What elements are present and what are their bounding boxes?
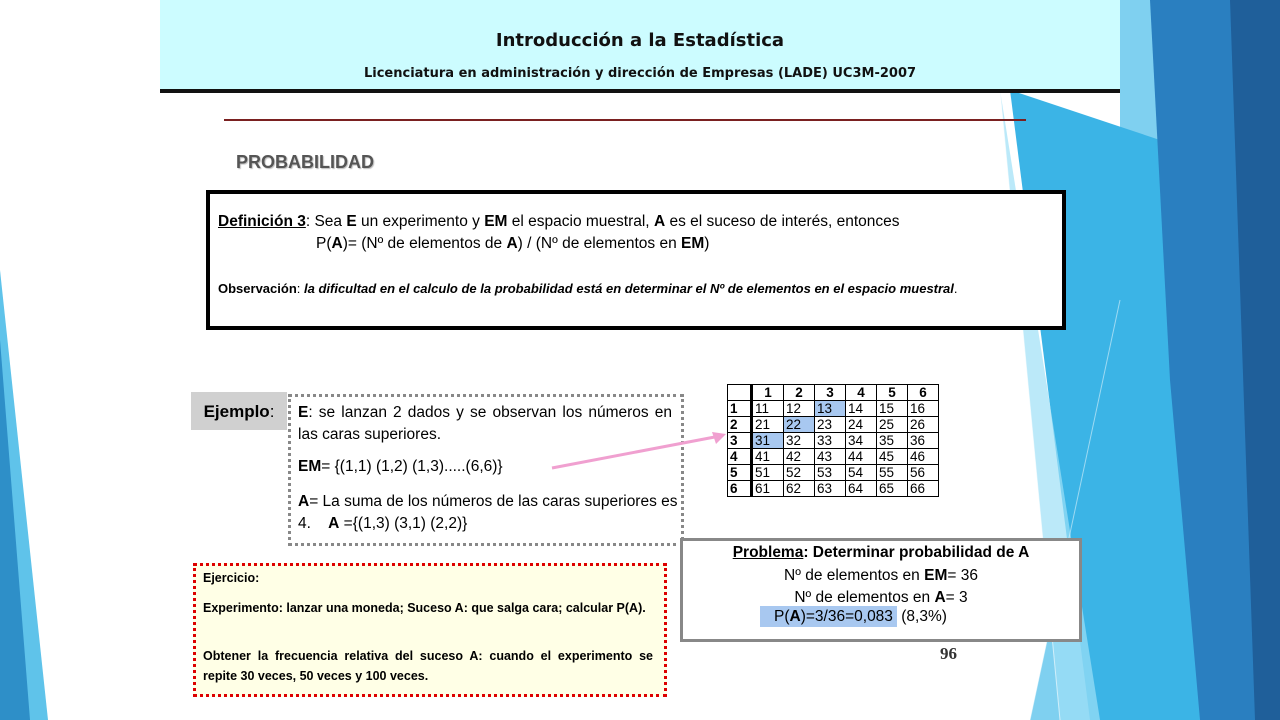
result-highlight: P(A)=3/36=0,083 (760, 606, 897, 627)
table-cell: 31 (752, 433, 784, 449)
column-header: 1 (752, 385, 784, 401)
problem-a-count: Nº de elementos en A= 3 (794, 589, 968, 606)
row-header: 1 (728, 401, 752, 417)
row-header: 4 (728, 449, 752, 465)
row-header: 3 (728, 433, 752, 449)
problem-result: P(A)=3/36=0,083 (8,3%) (760, 608, 947, 626)
table-cell: 22 (784, 417, 815, 433)
table-header-row (728, 385, 939, 401)
table-cell: 24 (846, 417, 877, 433)
table-cell: 33 (815, 433, 846, 449)
example-event: A= La suma de los números de las caras superiores es 4. A ={(1,3) (3,1) (2,2)} (298, 493, 678, 532)
table-cell: 14 (846, 401, 877, 417)
table-cell: 41 (752, 449, 784, 465)
table-cell: 34 (846, 433, 877, 449)
table-cell: 43 (815, 449, 846, 465)
pointer-arrow (540, 428, 740, 478)
table-cell: 25 (877, 417, 908, 433)
table-cell: 54 (846, 465, 877, 481)
page-number: 96 (940, 644, 957, 663)
table-cell: 16 (908, 401, 939, 417)
table-cell: 12 (784, 401, 815, 417)
table-cell: 13 (815, 401, 846, 417)
table-cell: 35 (877, 433, 908, 449)
table-cell: 26 (908, 417, 939, 433)
table-row (728, 481, 939, 497)
example-label: Ejemplo: (191, 392, 287, 430)
table-cell: 46 (908, 449, 939, 465)
table-cell: 42 (784, 449, 815, 465)
column-header: 4 (846, 385, 877, 401)
table-cell: 64 (846, 481, 877, 497)
table-cell: 51 (752, 465, 784, 481)
table-corner (728, 385, 752, 401)
example-experiment: E: se lanzan 2 dados y se observan los números en las caras superiores. (298, 404, 672, 443)
table-cell: 11 (752, 401, 784, 417)
column-header: 3 (815, 385, 846, 401)
divider-rule (224, 119, 1026, 121)
example-sample-space: EM= {(1,1) (1,2) (1,3).....(6,6)} (298, 458, 503, 475)
exercise-paragraph-1: Experimento: lanzar una moneda; Suceso A: que salga cara; calcular P(A). (203, 601, 646, 615)
column-header: 2 (784, 385, 815, 401)
exercise-paragraph-2: Obtener la frecuencia relativa del suceso A: cuando el experimento se repite 30 veces, 50 veces y 100 veces. (203, 649, 653, 683)
header-subtitle: Licenciatura en administración y dirección de Empresas (LADE) UC3M-2007 (363, 66, 917, 81)
table-row (728, 417, 939, 433)
definition-line: Definición 3: Sea E un experimento y EM el espacio muestral, A es el suceso de interés, entonces (218, 213, 900, 230)
column-header: 5 (877, 385, 908, 401)
definition-formula: P(A)= (Nº de elementos de A) / (Nº de elementos en EM) (316, 235, 710, 252)
table-cell: 53 (815, 465, 846, 481)
table-cell: 63 (815, 481, 846, 497)
row-header: 6 (728, 481, 752, 497)
table-row (728, 449, 939, 465)
definition-box (206, 190, 1066, 330)
table-cell: 56 (908, 465, 939, 481)
table-cell: 61 (752, 481, 784, 497)
problem-title: Problema: Determinar probabilidad de A (732, 544, 1030, 561)
header-title: Introducción a la Estadística (495, 30, 785, 51)
column-header: 6 (908, 385, 939, 401)
table-cell: 52 (784, 465, 815, 481)
table-row (728, 433, 939, 449)
exercise-title: Ejercicio: (203, 571, 260, 585)
table-cell: 36 (908, 433, 939, 449)
definition-label: Definición 3 (218, 213, 306, 230)
table-row (728, 465, 939, 481)
table-cell: 23 (815, 417, 846, 433)
dice-outcome-table (727, 384, 939, 497)
section-title: PROBABILIDAD (236, 152, 374, 172)
table-cell: 21 (752, 417, 784, 433)
table-cell: 45 (877, 449, 908, 465)
table-cell: 62 (784, 481, 815, 497)
observation-text: Observación: la dificultad en el calculo de la probabilidad está en determinar el Nº de elementos en el espacio muestral. (218, 281, 958, 296)
row-header: 5 (728, 465, 752, 481)
table-cell: 66 (908, 481, 939, 497)
table-row (728, 401, 939, 417)
table-cell: 15 (877, 401, 908, 417)
problem-label: Problema (732, 544, 804, 561)
table-cell: 32 (784, 433, 815, 449)
row-header: 2 (728, 417, 752, 433)
problem-em-count: Nº de elementos en EM= 36 (784, 567, 978, 584)
table-cell: 65 (877, 481, 908, 497)
observation-label: Observación (218, 281, 297, 296)
table-cell: 44 (846, 449, 877, 465)
table-cell: 55 (877, 465, 908, 481)
